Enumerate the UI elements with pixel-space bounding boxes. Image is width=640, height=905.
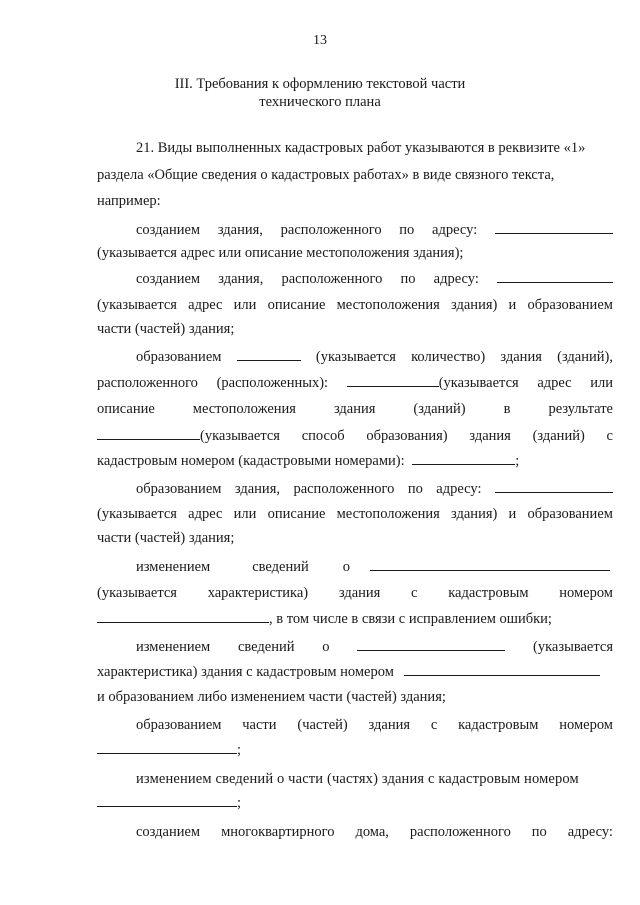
ex7-word: здания	[368, 717, 411, 733]
ex3-word: (зданий),	[557, 349, 613, 365]
ex3-word: (зданий)	[413, 401, 466, 417]
ex4-word: образованием	[136, 481, 222, 497]
ex3-fill-blank	[97, 426, 200, 440]
ex4-line-3: части (частей) здания;	[97, 530, 235, 546]
ex3-line-1	[136, 347, 613, 366]
ex3-word: расположенного	[97, 375, 198, 391]
ex3-line-5	[97, 451, 613, 470]
ex9-word: по	[531, 824, 547, 840]
ex6-word: сведений	[237, 639, 295, 655]
ex3-word: или	[590, 375, 613, 391]
ex5-fill-blank	[370, 557, 610, 571]
ex5-line-1	[136, 557, 613, 576]
ex3-word: в	[503, 401, 511, 417]
ex4-word: расположенного	[293, 481, 395, 497]
ex6-text: характеристика) здания с кадастровым номером	[97, 664, 394, 680]
ex6-line-2	[97, 662, 613, 681]
ex4-word: адрес	[188, 506, 223, 522]
ex2-word: образованием	[527, 297, 613, 313]
ex2-word: местоположения	[336, 297, 440, 313]
ex5-word: сведений	[252, 559, 309, 575]
ex8-fill-blank	[97, 793, 237, 807]
ex6-word: изменением	[136, 639, 211, 655]
ex5-word: характеристика)	[207, 585, 309, 601]
ex3-word: (указывается	[200, 428, 280, 444]
ex5-fill-blank	[97, 609, 269, 623]
ex2-word: и	[508, 297, 517, 313]
ex3-word: образованием	[136, 349, 222, 365]
ex2-word: расположенного	[281, 271, 383, 287]
ex5-word: здания	[338, 585, 381, 601]
ex5-word: о	[342, 559, 351, 575]
ex8-line-2	[97, 793, 613, 812]
ex6-line-3: и образованием либо изменением части (частей) здания;	[97, 689, 446, 705]
ex4-word: или	[233, 506, 257, 522]
ex2-word: здания)	[451, 297, 498, 313]
ex3-fill-blank	[412, 451, 515, 465]
ex4-word: здания)	[451, 506, 498, 522]
ex3-word: способ	[301, 428, 345, 444]
ex3-line-end: ;	[515, 453, 520, 469]
ex4-word: образованием	[527, 506, 613, 522]
ex3-fill-blank	[347, 373, 439, 387]
ex5-word: (указывается	[97, 585, 177, 601]
ex7-line-1	[136, 716, 613, 734]
ex9-word: расположенного	[409, 824, 511, 840]
ex3-word: здания	[500, 349, 542, 365]
ex2-word: описание	[267, 297, 326, 313]
ex2-line-3: части (частей) здания;	[97, 321, 235, 337]
ex5-word: с	[411, 585, 418, 601]
ex8-line-end: ;	[237, 795, 242, 811]
ex9-word: многоквартирного	[221, 824, 335, 840]
ex2-word: адрес	[188, 297, 223, 313]
p21-line-1: 21. Виды выполненных кадастровых работ указываются в реквизите «1»	[136, 140, 586, 156]
ex4-word: (указывается	[97, 506, 177, 522]
ex3-word: здания	[333, 401, 376, 417]
ex2-word: или	[233, 297, 257, 313]
ex3-word: образования)	[366, 428, 448, 444]
ex5-line-2	[97, 584, 613, 602]
ex5-text: , в том числе в связи с исправлением ошибки;	[269, 611, 552, 627]
section-title-line-1: III. Требования к оформлению текстовой части	[174, 76, 466, 92]
ex3-text: кадастровым номером (кадастровыми номерами):	[97, 453, 405, 469]
ex3-word: с	[606, 428, 613, 444]
ex1-line-1	[136, 220, 613, 239]
ex3-word: результате	[548, 401, 613, 417]
ex3-word: адрес	[537, 375, 572, 391]
ex4-word: и	[508, 506, 517, 522]
ex2-word: созданием	[136, 271, 201, 287]
ex8-line-1: изменением сведений о части (частях) здания с кадастровым номером	[136, 771, 579, 787]
ex2-word: (указывается	[97, 297, 177, 313]
ex6-line-1	[136, 637, 613, 656]
ex5-line-3	[97, 609, 613, 628]
ex1-word: по	[399, 222, 415, 238]
ex3-fill-blank	[237, 347, 301, 361]
ex7-word: номером	[559, 717, 613, 733]
ex9-word: адресу:	[567, 824, 613, 840]
ex3-word: описание	[97, 401, 155, 417]
ex5-word: номером	[559, 585, 613, 601]
ex3-line-4	[97, 426, 613, 445]
ex2-word: адресу:	[433, 271, 479, 287]
ex5-word: кадастровым	[448, 585, 529, 601]
ex4-word: по	[407, 481, 423, 497]
ex1-word: адресу:	[432, 222, 478, 238]
ex2-word: по	[400, 271, 416, 287]
ex4-word: адресу:	[436, 481, 482, 497]
ex9-word: созданием	[136, 824, 201, 840]
ex4-line-2	[97, 505, 613, 523]
ex6-word: (указывается	[533, 639, 613, 655]
ex3-word: здания	[469, 428, 511, 444]
ex3-line-2	[97, 373, 613, 392]
ex4-word: местоположения	[336, 506, 440, 522]
ex3-word: (указывается	[438, 375, 519, 391]
ex7-word: с	[430, 717, 438, 733]
ex7-word: (частей)	[297, 717, 348, 733]
ex7-fill-blank	[97, 740, 237, 754]
ex6-word: о	[322, 639, 330, 655]
ex7-word: части	[242, 717, 277, 733]
ex2-line-2	[97, 296, 613, 314]
ex2-fill-blank	[497, 269, 613, 283]
ex9-line-1	[136, 823, 613, 841]
ex6-fill-blank	[357, 637, 505, 651]
ex1-fill-blank	[495, 220, 613, 234]
ex7-line-end: ;	[237, 742, 242, 758]
ex4-word: здания,	[234, 481, 280, 497]
ex1-line-2: (указывается адрес или описание местоположения здания);	[97, 245, 464, 261]
ex4-line-1	[136, 479, 613, 498]
ex9-word: дома,	[355, 824, 389, 840]
ex3-word: (расположенных):	[216, 375, 329, 391]
ex3-word: местоположения	[192, 401, 296, 417]
ex7-word: кадастровым	[458, 717, 539, 733]
ex4-fill-blank	[495, 479, 613, 493]
p21-line-2: раздела «Общие сведения о кадастровых работах» в виде связного текста,	[97, 167, 555, 183]
ex1-word: здания,	[217, 222, 263, 238]
ex3-word: количество)	[411, 349, 486, 365]
ex5-word: изменением	[136, 559, 211, 575]
ex4-word: описание	[267, 506, 326, 522]
ex7-word: образованием	[136, 717, 222, 733]
ex2-line-1	[136, 269, 613, 288]
ex3-word: (указывается	[315, 349, 396, 365]
ex3-word: (зданий)	[532, 428, 585, 444]
ex3-line-3	[97, 400, 613, 418]
page-number: 13	[313, 33, 327, 48]
ex2-word: здания,	[218, 271, 264, 287]
ex1-word: расположенного	[280, 222, 382, 238]
section-title-line-2: технического плана	[259, 94, 381, 110]
ex1-word: созданием	[136, 222, 201, 238]
ex6-fill-blank	[404, 662, 600, 676]
ex7-line-2	[97, 740, 613, 759]
p21-line-3: например:	[97, 193, 161, 209]
